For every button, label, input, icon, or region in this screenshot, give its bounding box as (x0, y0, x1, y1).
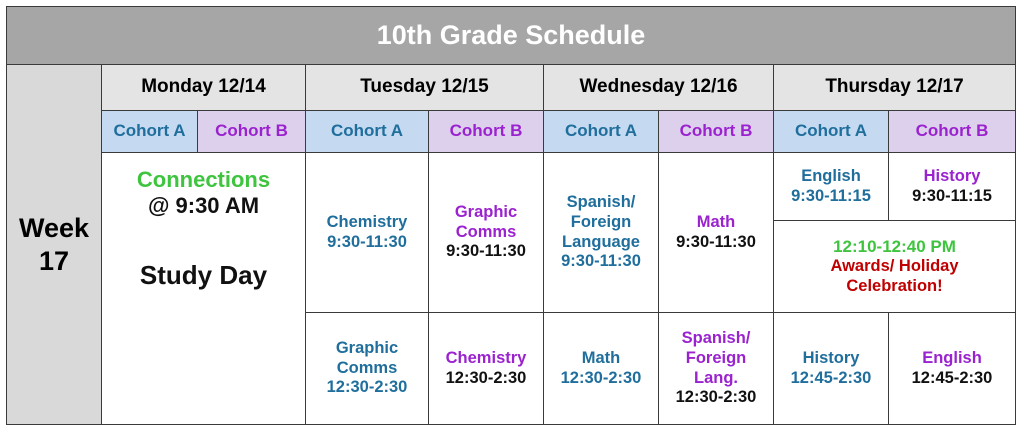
class-subject-line2: Comms (455, 222, 517, 241)
class-subject: Chemistry (445, 348, 527, 367)
class-time: 9:30-11:15 (912, 186, 992, 205)
class-time: 9:30-11:30 (676, 232, 756, 251)
monday-block (102, 153, 306, 425)
class-subject: Math (581, 348, 621, 367)
awards-line2: Celebration! (846, 276, 943, 295)
day-header-monday: Monday 12/14 (102, 65, 306, 111)
thursday-cohort-b-afternoon (889, 313, 1016, 425)
class-time: 12:30-2:30 (675, 388, 757, 407)
class-subject-line2: Foreign (685, 348, 747, 367)
class-subject: Chemistry (326, 212, 408, 231)
class-time: 9:30-11:30 (446, 242, 526, 261)
cohort-b-header-thursday: Cohort B (889, 111, 1016, 153)
cohort-b-header-tuesday: Cohort B (429, 111, 544, 153)
class-time: 12:30-2:30 (326, 378, 408, 397)
awards-time: 12:10-12:40 PM (833, 236, 956, 256)
class-subject-line1: Graphic (454, 202, 518, 221)
class-subject: Math (696, 212, 736, 231)
class-subject-line2: Foreign (570, 212, 632, 231)
week-label (7, 65, 102, 425)
wednesday-cohort-b-morning (659, 153, 774, 313)
connections-label: Connections (136, 167, 271, 192)
wednesday-cohort-a-morning (544, 153, 659, 313)
tuesday-cohort-b-afternoon (429, 313, 544, 425)
cohort-a-header-tuesday: Cohort A (306, 111, 429, 153)
class-subject-line3: Language (562, 232, 640, 251)
class-subject: English (922, 348, 982, 367)
thursday-cohort-a-afternoon (774, 313, 889, 425)
cohort-b-header-monday: Cohort B (198, 111, 306, 153)
thursday-awards-event (774, 221, 1016, 313)
class-subject-line1: Spanish/ (566, 192, 636, 211)
wednesday-cohort-a-afternoon (544, 313, 659, 425)
week-number: 17 (38, 245, 70, 276)
tuesday-cohort-a-afternoon (306, 313, 429, 425)
day-header-thursday: Thursday 12/17 (774, 65, 1016, 111)
thursday-cohort-b-morning (889, 153, 1016, 221)
tuesday-cohort-a-morning (306, 153, 429, 313)
tuesday-cohort-b-morning (429, 153, 544, 313)
class-subject-line1: Graphic (335, 338, 399, 357)
awards-line1: Awards/ Holiday (830, 256, 959, 275)
class-time: 9:30-11:15 (791, 186, 871, 205)
class-subject-line2: Comms (336, 358, 398, 377)
class-time: 9:30-11:30 (327, 232, 407, 251)
schedule-title: 10th Grade Schedule (7, 7, 1016, 65)
class-time: 12:45-2:30 (911, 368, 993, 387)
class-time: 12:30-2:30 (445, 368, 527, 387)
class-subject-line3: Lang. (694, 368, 738, 387)
day-header-tuesday: Tuesday 12/15 (306, 65, 544, 111)
connections-time: @ 9:30 AM (147, 193, 260, 219)
class-time: 12:45-2:30 (790, 368, 872, 387)
class-subject: English (801, 166, 861, 185)
class-time: 12:30-2:30 (560, 368, 642, 387)
class-subject-line1: Spanish/ (681, 328, 751, 347)
schedule-table (6, 6, 1016, 425)
cohort-b-header-wednesday: Cohort B (659, 111, 774, 153)
class-subject: History (923, 166, 981, 185)
thursday-cohort-a-morning (774, 153, 889, 221)
day-header-wednesday: Wednesday 12/16 (544, 65, 774, 111)
cohort-a-header-thursday: Cohort A (774, 111, 889, 153)
cohort-a-header-monday: Cohort A (102, 111, 198, 153)
wednesday-cohort-b-afternoon (659, 313, 774, 425)
class-subject: History (802, 348, 860, 367)
study-day-label: Study Day (139, 259, 268, 290)
cohort-a-header-wednesday: Cohort A (544, 111, 659, 153)
class-time: 9:30-11:30 (561, 252, 641, 271)
week-word: Week (18, 213, 90, 244)
